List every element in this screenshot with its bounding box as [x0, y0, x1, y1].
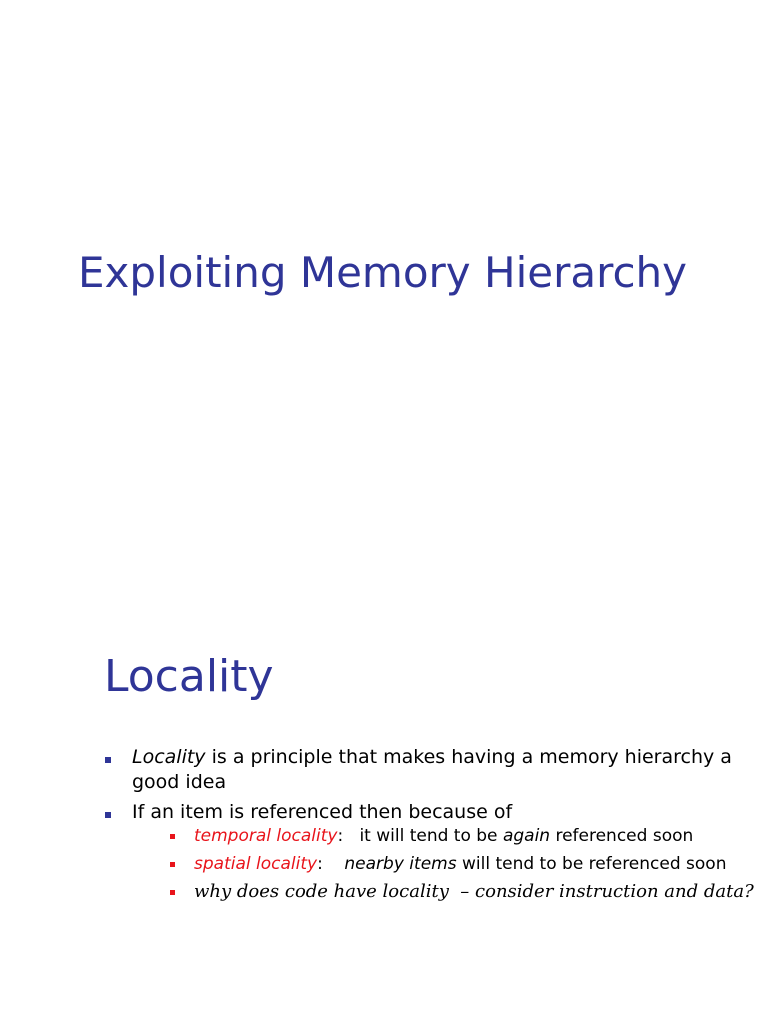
locality-question: why does code have locality – consider instruction and data?	[194, 881, 754, 902]
temporal-locality-term: temporal locality	[194, 826, 338, 846]
referenced-text: If an item is referenced then because of	[132, 801, 513, 823]
temporal-text-before: it will tend to be	[359, 826, 503, 846]
bullet-list	[104, 745, 754, 909]
bullet-square-icon	[170, 834, 175, 839]
spatial-locality-term: spatial locality	[194, 854, 318, 874]
bullet-item-locality	[104, 745, 744, 795]
temporal-separator: :	[337, 826, 360, 846]
spatial-text-after: will tend to be referenced soon	[456, 854, 727, 874]
bullet-square-icon	[105, 757, 111, 763]
sub-bullet-list	[132, 825, 754, 903]
bullet-item-referenced	[104, 800, 754, 903]
spatial-emphasis: nearby items	[344, 854, 457, 874]
bullet-square-icon	[170, 890, 175, 895]
section-heading: Locality	[104, 651, 274, 702]
sub-item-temporal	[132, 825, 744, 847]
temporal-emphasis: again	[502, 826, 551, 846]
locality-term: Locality	[132, 746, 206, 768]
bullet-square-icon	[170, 862, 175, 867]
locality-description: is a principle that makes having a memory hierarchy a good idea	[132, 746, 732, 793]
bullet-square-icon	[105, 812, 111, 818]
spatial-separator: :	[317, 854, 345, 874]
sub-item-spatial	[132, 853, 744, 875]
sub-item-question	[132, 881, 754, 903]
temporal-text-after: referenced soon	[550, 826, 694, 846]
slide-title: Exploiting Memory Hierarchy	[78, 248, 688, 297]
